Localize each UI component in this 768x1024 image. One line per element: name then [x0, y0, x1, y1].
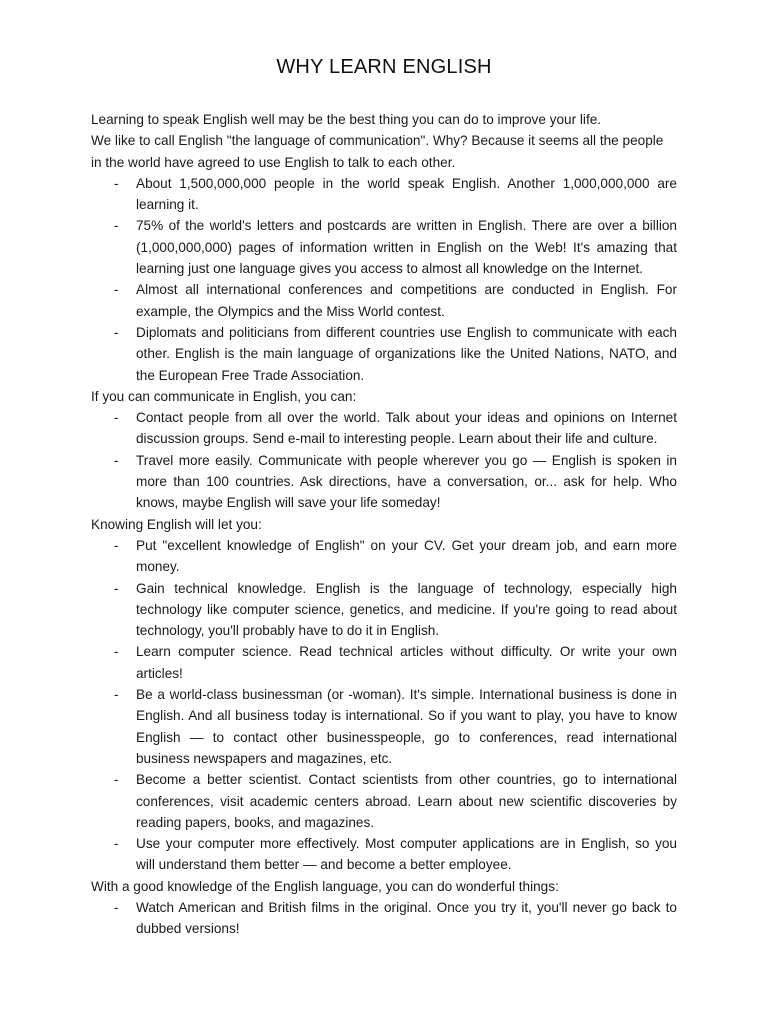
bullet-dash-marker: -	[114, 644, 119, 660]
bullet-text: Use your computer more effectively. Most computer applications are in English, so you will understand them better — and become a better employee.	[136, 836, 677, 873]
bullet-dash-marker: -	[114, 175, 119, 191]
bullet-list	[91, 173, 677, 386]
intro-paragraph: Knowing English will let you:	[91, 516, 262, 532]
bullet-text: Put "excellent knowledge of English" on your CV. Get your dream job, and earn more money.	[136, 537, 677, 575]
document-section	[91, 109, 677, 386]
document-section	[91, 386, 677, 514]
document-section	[91, 514, 677, 876]
bullet-dash-marker: -	[114, 772, 119, 788]
bullet-item	[91, 684, 677, 769]
bullet-dash-marker: -	[114, 452, 119, 468]
bullet-item	[91, 215, 677, 279]
bullet-text: Learn computer science. Read technical articles without difficulty. Or write your own articles!	[136, 644, 677, 681]
bullet-item	[91, 641, 677, 684]
bullet-text: Diplomats and politicians from different countries use English to communicate with each other. English is the main language of organizations like the United Nations, NATO, and the European Free Trade Association.	[136, 324, 677, 383]
document-title: WHY LEARN ENGLISH	[276, 56, 492, 78]
bullet-dash-marker: -	[114, 836, 119, 852]
bullet-dash-marker: -	[114, 324, 119, 340]
bullet-dash-marker: -	[114, 218, 119, 234]
bullet-item	[91, 578, 677, 642]
bullet-item	[91, 897, 677, 940]
bullet-dash-marker: -	[114, 537, 119, 553]
bullet-dash-marker: -	[114, 282, 119, 298]
bullet-item	[91, 407, 677, 450]
bullet-item	[91, 769, 677, 833]
intro-paragraph: We like to call English "the language of communication". Why? Because it seems all the people in the world have agreed to use English to talk to each other.	[91, 133, 664, 170]
bullet-text: Gain technical knowledge. English is the language of technology, especially high technology like computer science, genetics, and medicine. If you're going to read about technology, you'll probably have to do it in English.	[136, 580, 677, 639]
bullet-text: 75% of the world's letters and postcards are written in English. There are over a billion (1,000,000,000) pages of information written in English on the Web! It's amazing that learning just one language gives you access to almost all knowledge on the Internet.	[136, 218, 677, 277]
bullet-item	[91, 535, 677, 578]
document-body	[91, 109, 677, 940]
bullet-item	[91, 833, 677, 876]
bullet-item	[91, 279, 677, 322]
intro-paragraph: Learning to speak English well may be the best thing you can do to improve your life.	[91, 112, 602, 127]
bullet-dash-marker: -	[114, 410, 119, 426]
bullet-text: Contact people from all over the world. Talk about your ideas and opinions on Internet discussion groups. Send e-mail to interesting people. Learn about their life and culture.	[136, 410, 677, 447]
bullet-text: Watch American and British films in the original. Once you try it, you'll never go back to dubbed versions!	[136, 899, 677, 937]
bullet-list	[91, 897, 677, 940]
bullet-text: Be a world-class businessman (or -woman). It's simple. International business is done in English. And all business today is international. So if you want to play, you have to know English — to contact other businesspeople, go to conferences, read international business newspapers and magazines, etc.	[136, 687, 677, 766]
bullet-text: Almost all international conferences and competitions are conducted in English. For example, the Olympics and the Miss World contest.	[136, 282, 677, 319]
intro-paragraph: With a good knowledge of the English language, you can do wonderful things:	[91, 878, 559, 894]
bullet-text: About 1,500,000,000 people in the world speak English. Another 1,000,000,000 are learning it.	[136, 175, 677, 213]
bullet-list	[91, 407, 677, 513]
bullet-item	[91, 450, 677, 514]
bullet-text: Become a better scientist. Contact scientists from other countries, go to international conferences, visit academic centers abroad. Learn about new scientific discoveries by reading papers, books, and magazines.	[136, 772, 677, 830]
document-section	[91, 876, 677, 940]
bullet-list	[91, 535, 677, 876]
bullet-text: Travel more easily. Communicate with people wherever you go — English is spoken in more than 100 countries. Ask directions, have a conversation, or... ask for help. Who knows, maybe English will save your life someday!	[136, 452, 677, 511]
intro-paragraph: If you can communicate in English, you can:	[91, 388, 357, 404]
bullet-item	[91, 173, 677, 216]
bullet-dash-marker: -	[114, 687, 119, 703]
bullet-dash-marker: -	[114, 899, 119, 915]
bullet-dash-marker: -	[114, 580, 119, 596]
bullet-item	[91, 322, 677, 386]
